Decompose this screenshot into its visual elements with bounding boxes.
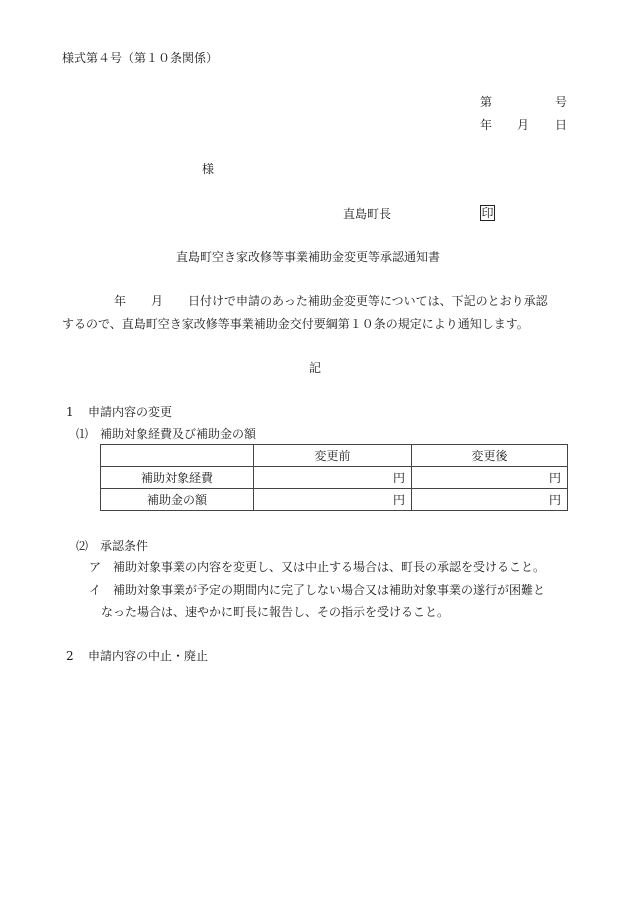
date-month: 月	[517, 118, 530, 132]
date-year: 年	[480, 118, 493, 132]
body-year: 年	[114, 294, 127, 308]
table-cell-after: 円	[412, 467, 568, 489]
sender-name: 直島町長	[343, 207, 392, 221]
condition-i-marker: イ	[89, 583, 102, 597]
seal-mark	[480, 205, 495, 221]
sub1-number: ⑴	[76, 427, 89, 441]
condition-i-text-1: 補助対象事業が予定の期間内に完了しない場合又は補助対象事業の遂行が困難と	[113, 583, 546, 597]
table-row	[101, 467, 568, 489]
table-row-label: 補助対象経費	[101, 467, 254, 489]
body-line1: 日付けで申請のあった補助金変更等については、下記のとおり承認	[188, 294, 548, 308]
body-month: 月	[151, 294, 164, 308]
table-cell-before: 円	[254, 489, 412, 511]
table-header-empty	[101, 445, 254, 467]
date-day: 日	[555, 118, 568, 132]
form-header: 様式第４号（第１０条関係）	[62, 51, 219, 65]
body-line2: するので、直島町空き家改修等事業補助金交付要綱第１０条の規定により通知します。	[62, 317, 529, 331]
number-label-dai: 第	[480, 95, 493, 109]
table-header-row	[101, 445, 568, 467]
section2-label: 申請内容の中止・廃止	[88, 649, 209, 663]
condition-a-text: 補助対象事業の内容を変更し、又は中止する場合は、町長の承認を受けること。	[113, 560, 546, 574]
table-row-label: 補助金の額	[101, 489, 254, 511]
table-row	[101, 489, 568, 511]
ki-heading: 記	[309, 361, 322, 375]
sub2-number: ⑵	[76, 539, 89, 553]
section1-label: 申請内容の変更	[88, 405, 173, 419]
section1-number: 1	[66, 405, 74, 419]
table-header-after: 変更後	[412, 445, 568, 467]
table-cell-before: 円	[254, 467, 412, 489]
sub2-label: 承認条件	[100, 539, 149, 553]
number-label-go: 号	[555, 95, 568, 109]
amount-table	[100, 444, 568, 511]
table-cell-after: 円	[412, 489, 568, 511]
condition-a-marker: ア	[89, 560, 102, 574]
sub1-label: 補助対象経費及び補助金の額	[100, 427, 257, 441]
seal-text: 印	[481, 206, 494, 220]
document-title: 直島町空き家改修等事業補助金変更等承認通知書	[176, 250, 441, 264]
addressee-suffix: 様	[202, 162, 215, 176]
section2-number: 2	[66, 649, 74, 663]
condition-i-text-2: なった場合は、速やかに町長に報告し、その指示を受けること。	[101, 605, 450, 619]
table-header-before: 変更前	[254, 445, 412, 467]
